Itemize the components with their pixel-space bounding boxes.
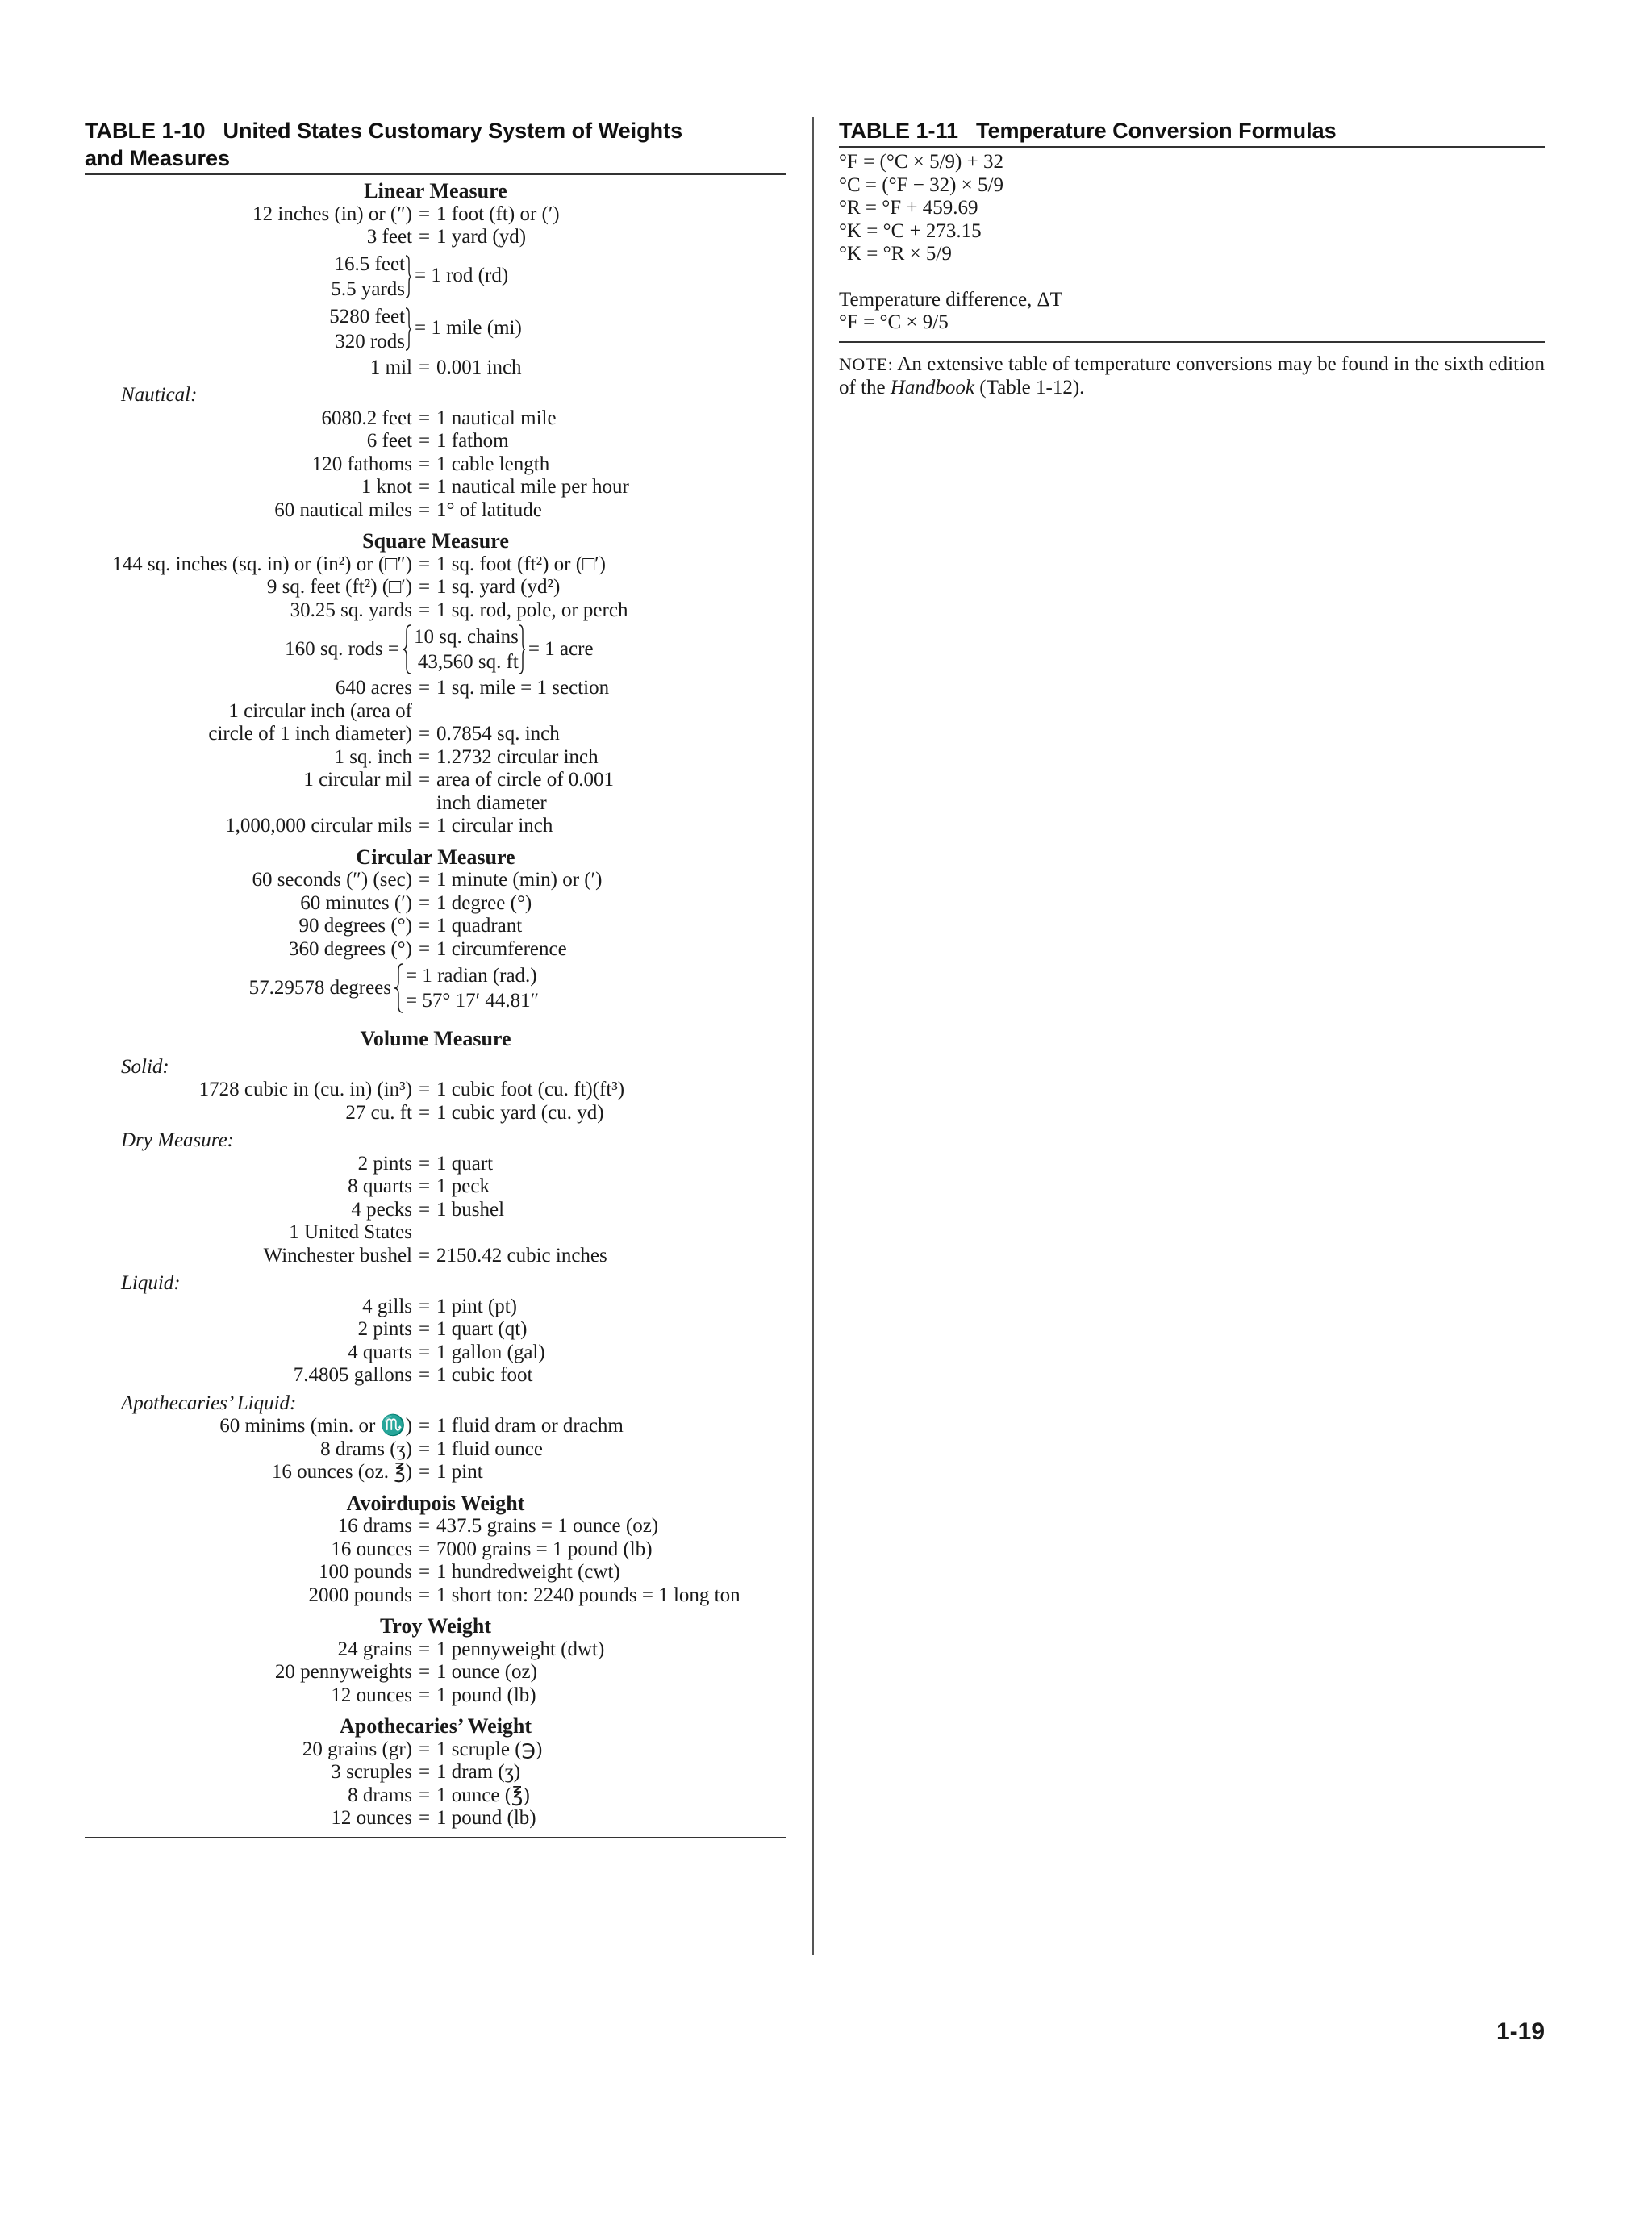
eq-right: 1 minute (min) or (′): [436, 869, 603, 891]
equation-row: [85, 1199, 786, 1222]
eq-right: 1 fathom: [436, 430, 509, 452]
section-heading-linear: Linear Measure: [364, 179, 507, 202]
eq-left: 90 degrees (°): [298, 915, 412, 937]
equation-row: [85, 792, 786, 816]
mile-brace-row: [85, 304, 786, 354]
equals-sign: =: [418, 1561, 431, 1583]
eq-left: 27 cu. ft: [345, 1101, 412, 1124]
brace-left-stack: [85, 252, 405, 302]
eq-right: 0.001 inch: [436, 356, 522, 378]
section-heading-circular: Circular Measure: [356, 845, 515, 869]
eq-right: 1 quart: [436, 1152, 494, 1175]
equals-sign: =: [418, 1584, 431, 1606]
equals-sign: =: [418, 1515, 431, 1537]
equals-sign: =: [418, 476, 431, 498]
formula: °R = °F + 459.69: [839, 197, 978, 219]
equation-row: [85, 1638, 786, 1662]
formula: °K = °C + 273.15: [839, 219, 982, 242]
eq-right: 1 sq. yard (yd²): [436, 576, 561, 598]
eq-left: 3 feet: [366, 226, 412, 248]
table-title: Temperature Conversion Formulas: [976, 119, 1337, 143]
brace-bottom-item: 320 rods: [335, 330, 405, 353]
eq-left: 60 minutes (′): [300, 891, 412, 914]
brace-top-item: 16.5 feet: [334, 252, 405, 275]
acre-result: = 1 acre: [528, 637, 594, 660]
equals-sign: =: [418, 1807, 431, 1829]
acre-left: 160 sq. rods =: [285, 637, 399, 660]
eq-right: 1 pint: [436, 1461, 483, 1483]
equals-sign: =: [418, 553, 431, 575]
eq-right: 1 sq. mile = 1 section: [436, 677, 610, 699]
equation-row: [85, 1438, 786, 1462]
note-text: An extensive table of temperature conversions may be found in the sixth edition of the: [839, 353, 1546, 399]
eq-left: 2000 pounds: [308, 1584, 412, 1606]
radian-bottom-item: = 57° 17′ 44.81″: [406, 990, 539, 1012]
equals-sign: =: [418, 723, 431, 745]
table-title-line-2: and Measures: [85, 146, 231, 170]
radian-left: 57.29578 degrees: [248, 976, 391, 999]
equals-sign: =: [418, 1175, 431, 1197]
eq-right: 1° of latitude: [436, 499, 542, 521]
equation-row: [85, 1584, 786, 1608]
equation-row: [85, 746, 786, 770]
eq-left: 12 ounces: [331, 1807, 412, 1829]
equation-row: [85, 1684, 786, 1708]
eq-left: 16 ounces (oz. ℥): [271, 1461, 412, 1483]
brace-left-stack: [85, 304, 405, 354]
equals-sign: =: [418, 937, 431, 960]
page-number: 1-19: [1496, 2018, 1545, 2045]
equals-sign: =: [418, 226, 431, 248]
left-brace-icon: [401, 624, 412, 674]
eq-right: 1 fluid ounce: [436, 1438, 543, 1460]
apothecaries-weight-rows: [85, 1738, 786, 1830]
eq-right: 1 peck: [436, 1175, 490, 1197]
equation-row: [85, 1296, 786, 1319]
troy-rows: [85, 1638, 786, 1708]
eq-left: 4 pecks: [351, 1198, 412, 1221]
eq-left: 12 inches (in) or (″): [252, 202, 412, 225]
eq-left: 24 grains: [337, 1638, 412, 1660]
equals-sign: =: [418, 869, 431, 891]
right-brace-icon: [405, 255, 412, 298]
eq-right: 7000 grains = 1 pound (lb): [436, 1538, 653, 1560]
table-1-11-title: [839, 117, 1545, 148]
equals-sign: =: [418, 356, 431, 378]
eq-right: 1 dram (ʒ): [436, 1761, 521, 1783]
eq-right: 1 foot (ft) or (′): [436, 202, 560, 225]
eq-right: 1 quart (qt): [436, 1318, 528, 1340]
equals-sign: =: [418, 1079, 431, 1100]
eq-right: 1 pint (pt): [436, 1295, 517, 1317]
equation-row: [85, 723, 786, 746]
equation-row: [85, 476, 786, 499]
equals-sign: [412, 1221, 436, 1245]
equals-sign: =: [418, 1152, 431, 1175]
subheading-liquid: Liquid:: [121, 1272, 181, 1294]
eq-right: 1 scruple (℈): [436, 1738, 543, 1760]
equals-sign: =: [418, 769, 431, 791]
eq-right: 1 ounce (℥): [436, 1784, 530, 1806]
equation-row: [85, 1561, 786, 1584]
equals-sign: [412, 700, 436, 724]
equation-row: [85, 1175, 786, 1199]
equation-row: [85, 1807, 786, 1830]
equals-sign: [412, 792, 436, 816]
eq-right: 2150.42 cubic inches: [436, 1244, 607, 1267]
brace-bottom-item: 5.5 yards: [331, 278, 405, 300]
equation-row: [85, 1342, 786, 1365]
equals-sign: =: [418, 1244, 431, 1267]
formula: °F = (°C × 5/9) + 32: [839, 151, 1003, 173]
eq-left: 100 pounds: [319, 1561, 412, 1583]
eq-left: 1,000,000 circular mils: [225, 815, 412, 837]
equals-sign: =: [418, 1738, 431, 1760]
eq-left: 60 minims (min. or ♏): [219, 1415, 412, 1437]
equation-row: [85, 599, 786, 623]
eq-left: 1 knot: [361, 476, 412, 498]
eq-left: [85, 792, 412, 816]
acre-bottom-item: 43,560 sq. ft: [417, 651, 519, 673]
table-number: TABLE 1-10: [85, 119, 206, 143]
table-1-10-title: [85, 117, 786, 175]
eq-left: 16 ounces: [331, 1538, 412, 1560]
eq-left: 1 circular mil: [303, 769, 412, 791]
equation-row: [85, 1661, 786, 1684]
eq-right: 1 nautical mile: [436, 407, 557, 429]
equation-row: [85, 700, 786, 724]
right-brace-icon: [405, 307, 412, 351]
equals-sign: =: [418, 1438, 431, 1460]
eq-right: 1 sq. foot (ft²) or (□′): [436, 553, 606, 575]
table-1-10: [85, 117, 786, 1838]
eq-right: 1 bushel: [436, 1198, 505, 1221]
formula: °K = °R × 5/9: [839, 243, 952, 265]
eq-right: 1 circular inch: [436, 815, 553, 837]
eq-right: area of circle of 0.001: [436, 769, 615, 791]
equals-sign: =: [418, 576, 431, 598]
acre-stack: [414, 624, 519, 674]
equation-row: [85, 677, 786, 700]
equals-sign: =: [418, 1198, 431, 1221]
eq-right: 1 ounce (oz): [436, 1661, 537, 1683]
equation-row: [85, 1245, 786, 1268]
subheading-dry: Dry Measure:: [121, 1129, 235, 1151]
equation-row: [85, 1515, 786, 1538]
equation-row: [85, 938, 786, 962]
eq-left: 3 scruples: [331, 1761, 412, 1783]
equation-row: [85, 1079, 786, 1102]
equals-sign: =: [418, 1538, 431, 1560]
equation-row: [85, 357, 786, 380]
equals-sign: =: [418, 1684, 431, 1706]
eq-left: 9 sq. feet (ft²) (□′): [266, 576, 412, 598]
equation-row: [85, 1364, 786, 1388]
eq-left: 8 quarts: [348, 1175, 412, 1197]
equals-sign: =: [418, 599, 431, 621]
equation-row: [85, 815, 786, 838]
apothecaries-liquid-rows: [85, 1415, 786, 1484]
table-bottom-rule: [85, 1837, 786, 1838]
equals-sign: =: [418, 499, 431, 521]
equals-sign: =: [418, 202, 431, 225]
equation-row: [85, 499, 786, 523]
eq-left: 6 feet: [366, 430, 412, 452]
equals-sign: =: [418, 1661, 431, 1683]
eq-right: 1 fluid dram or drachm: [436, 1415, 624, 1437]
equals-sign: =: [418, 1341, 431, 1363]
subheading-nautical: Nautical:: [121, 384, 198, 406]
equation-row: [85, 407, 786, 431]
eq-right: 1 hundredweight (cwt): [436, 1561, 620, 1583]
equals-sign: =: [418, 1784, 431, 1806]
equation-row: [85, 892, 786, 916]
formula-list: [839, 148, 1545, 343]
liquid-rows: [85, 1296, 786, 1388]
eq-left: 20 pennyweights: [274, 1661, 412, 1683]
eq-left: 8 drams (ʒ): [320, 1438, 412, 1460]
eq-right: 437.5 grains = 1 ounce (oz): [436, 1515, 659, 1537]
equation-row: [85, 1102, 786, 1125]
equals-sign: =: [418, 1415, 431, 1437]
eq-left: Winchester bushel: [263, 1244, 412, 1267]
eq-left: 30.25 sq. yards: [290, 599, 412, 621]
eq-right: 1 nautical mile per hour: [436, 476, 629, 498]
eq-right: 1 pound (lb): [436, 1684, 536, 1706]
table-title-line-1: United States Customary System of Weights: [223, 119, 683, 143]
acre-brace-row: [85, 624, 786, 674]
eq-left: 60 nautical miles: [274, 499, 412, 521]
eq-right: 1 sq. rod, pole, or perch: [436, 599, 628, 621]
equation-row: [85, 226, 786, 249]
equals-sign: =: [418, 1761, 431, 1783]
section-heading-volume: Volume Measure: [360, 1027, 511, 1050]
eq-right: 1 circumference: [436, 937, 567, 960]
eq-left: 1 circular inch (area of: [228, 699, 412, 722]
eq-left: 1728 cubic in (cu. in) (in³): [198, 1079, 412, 1100]
table-number: TABLE 1-11: [839, 119, 959, 143]
nautical-rows: [85, 407, 786, 523]
eq-left: 360 degrees (°): [289, 937, 412, 960]
radian-top-item: = 1 radian (rad.): [406, 965, 537, 987]
equals-sign: =: [418, 430, 431, 452]
subheading-apothecaries-liquid: Apothecaries’ Liquid:: [121, 1392, 297, 1414]
table-1-10-body: [85, 180, 786, 1838]
section-heading-square: Square Measure: [362, 529, 509, 553]
eq-right: 0.7854 sq. inch: [436, 723, 560, 745]
equals-sign: =: [418, 1295, 431, 1317]
eq-left: 1 United States: [289, 1221, 412, 1243]
eq-right: 1 short ton: 2240 pounds = 1 long ton: [436, 1584, 740, 1606]
equation-row: [85, 1221, 786, 1245]
section-heading-troy: Troy Weight: [380, 1614, 491, 1638]
eq-right: 1 yard (yd): [436, 226, 527, 248]
section-heading-avoirdupois: Avoirdupois Weight: [346, 1491, 525, 1515]
equation-row: [85, 1538, 786, 1562]
eq-left: 640 acres: [335, 677, 412, 699]
equation-row: [85, 869, 786, 892]
section-heading-apothecaries-weight: Apothecaries’ Weight: [339, 1714, 532, 1738]
eq-right: 1 cubic yard (cu. yd): [436, 1101, 604, 1124]
eq-left: 2 pints: [357, 1318, 412, 1340]
eq-right: [436, 1221, 786, 1245]
brace-result: = 1 mile (mi): [415, 317, 522, 340]
eq-left: 144 sq. inches (sq. in) or (in²) or (□″): [112, 553, 412, 575]
spacer: [839, 266, 1545, 289]
eq-left: 120 fathoms: [311, 453, 412, 475]
equals-sign: =: [418, 1101, 431, 1124]
eq-left: 8 drams: [348, 1784, 412, 1806]
eq-left: 4 gills: [362, 1295, 412, 1317]
table-note: [839, 353, 1545, 399]
solid-rows: [85, 1079, 786, 1125]
circular-rows: [85, 869, 786, 961]
note-italic: Handbook: [890, 376, 975, 399]
eq-left: 1 mil: [369, 356, 412, 378]
eq-right: 1 degree (°): [436, 891, 532, 914]
eq-left: 6080.2 feet: [321, 407, 412, 429]
table-1-11: [839, 117, 1545, 399]
rod-brace-row: [85, 252, 786, 302]
column-divider: [812, 117, 814, 1955]
radian-brace-row: [85, 963, 786, 1013]
eq-left: 1 sq. inch: [334, 745, 412, 768]
equals-sign: =: [418, 815, 431, 837]
equation-row: [85, 1738, 786, 1762]
eq-right: [436, 700, 786, 724]
square-rows: [85, 677, 786, 838]
equation-row: [85, 203, 786, 227]
avoirdupois-rows: [85, 1515, 786, 1607]
difference-formula: °F = °C × 9/5: [839, 311, 949, 333]
equation-row: [85, 915, 786, 938]
radian-stack: [406, 963, 539, 1013]
eq-left: 20 grains (gr): [302, 1738, 412, 1760]
brace-top-item: 5280 feet: [329, 305, 405, 328]
acre-top-item: 10 sq. chains: [414, 626, 519, 648]
equation-row: [85, 1761, 786, 1784]
eq-left: 12 ounces: [331, 1684, 412, 1706]
brace-result: = 1 rod (rd): [415, 265, 509, 287]
eq-right: 1.2732 circular inch: [436, 745, 599, 768]
equals-sign: =: [418, 1318, 431, 1340]
note-prefix: NOTE:: [839, 353, 894, 374]
note-end: (Table 1-12).: [979, 376, 1085, 399]
equation-row: [85, 769, 786, 792]
equals-sign: =: [418, 677, 431, 699]
equation-row: [85, 1153, 786, 1176]
left-brace-icon: [393, 963, 404, 1013]
equals-sign: =: [418, 915, 431, 937]
equation-row: [85, 453, 786, 477]
eq-left: 16 drams: [337, 1515, 412, 1537]
equals-sign: =: [418, 1364, 431, 1386]
eq-left: 4 quarts: [348, 1341, 412, 1363]
eq-right: 1 pennyweight (dwt): [436, 1638, 605, 1660]
equals-sign: =: [418, 407, 431, 429]
equation-row: [85, 553, 786, 577]
equation-row: [85, 430, 786, 453]
eq-left: circle of 1 inch diameter): [208, 723, 412, 745]
equals-sign: =: [418, 453, 431, 475]
dry-rows: [85, 1153, 786, 1268]
eq-right: 1 quadrant: [436, 915, 523, 937]
formula: °C = (°F − 32) × 5/9: [839, 173, 1003, 196]
equals-sign: =: [418, 1461, 431, 1483]
subheading-solid: Solid:: [121, 1055, 169, 1078]
eq-left: 60 seconds (″) (sec): [252, 869, 412, 891]
eq-left: 7.4805 gallons: [293, 1364, 412, 1386]
equation-row: [85, 576, 786, 599]
eq-right: 1 cable length: [436, 453, 550, 475]
equals-sign: =: [418, 891, 431, 914]
equation-row: [85, 1784, 786, 1808]
eq-right: inch diameter: [436, 791, 547, 814]
eq-right: 1 gallon (gal): [436, 1341, 545, 1363]
equation-row: [85, 1461, 786, 1484]
eq-right: 1 pound (lb): [436, 1807, 536, 1829]
eq-right: 1 cubic foot: [436, 1364, 533, 1386]
equation-row: [85, 1318, 786, 1342]
difference-label: Temperature difference, ΔT: [839, 288, 1062, 311]
equals-sign: =: [418, 1638, 431, 1660]
equation-row: [85, 1415, 786, 1438]
eq-left: 2 pints: [357, 1152, 412, 1175]
equals-sign: =: [418, 745, 431, 768]
eq-right: 1 cubic foot (cu. ft)(ft³): [436, 1079, 625, 1100]
right-brace-icon: [519, 624, 526, 674]
